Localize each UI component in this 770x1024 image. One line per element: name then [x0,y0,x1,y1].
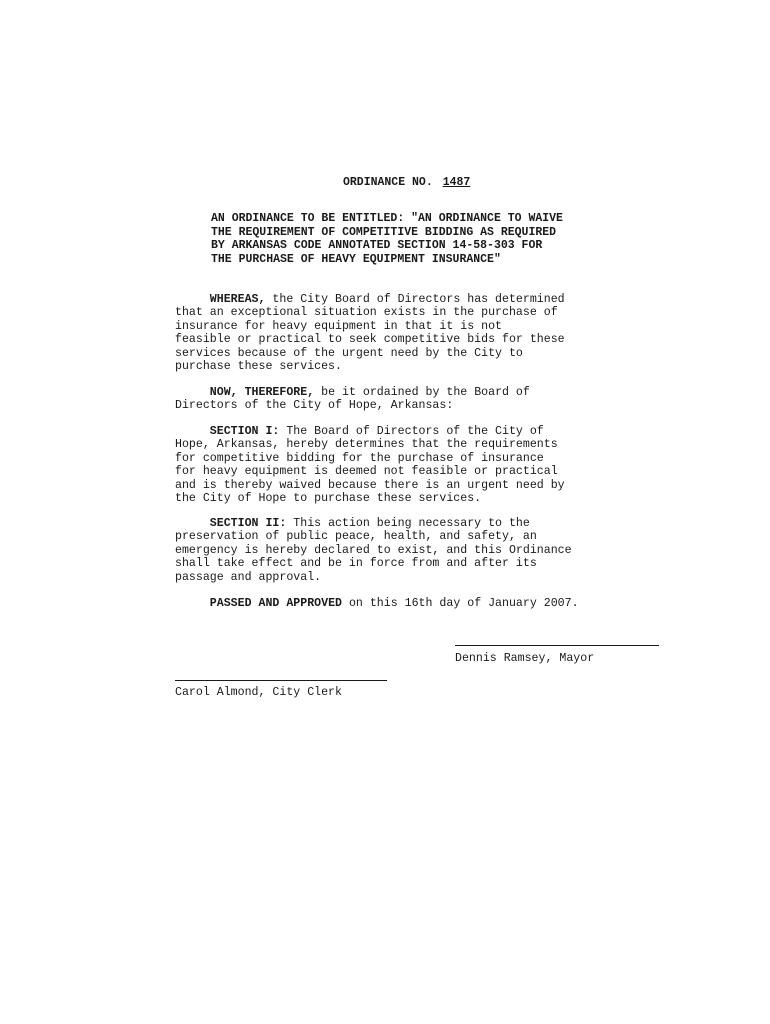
caption-line: THE REQUIREMENT OF COMPETITIVE BIDDING AS REQUIRED [211,225,557,239]
paragraph-line: for heavy equipment is deemed not feasible or practical [175,465,558,479]
paragraph-line: SECTION II: This action being necessary to the [209,517,530,530]
caption-line: BY ARKANSAS CODE ANNOTATED SECTION 14-58-303 FOR [211,239,543,253]
paragraph-line: shall take effect and be in force from and after its [175,557,537,571]
passed-approved-lead: PASSED AND APPROVED [209,597,342,610]
ordinance-title-label: ORDINANCE NO. [343,176,433,189]
paragraph-line: feasible or practical to seek competitive bids for these [175,333,565,347]
section-2-paragraph [175,517,675,584]
clerk-signature-name: Carol Almond, City Clerk [175,686,342,699]
mayor-signature-name: Dennis Ramsey, Mayor [455,652,595,665]
paragraph-line: for competitive bidding for the purchase of insurance [175,451,544,465]
paragraph-line: Directors of the City of Hope, Arkansas: [175,399,454,413]
paragraph-line: passage and approval. [175,570,322,584]
caption-line: THE PURCHASE OF HEAVY EQUIPMENT INSURANCE" [211,252,501,266]
paragraph-line: SECTION I: The Board of Directors of the City of [209,425,544,438]
paragraph-line: Hope, Arkansas, hereby determines that the requirements [175,438,558,452]
ordinance-caption [211,212,651,266]
paragraph-line: insurance for heavy equipment in that it is not [175,319,502,333]
paragraph-line: NOW, THEREFORE, be it ordained by the Board of [209,386,530,399]
paragraph-line: purchase these services. [175,360,342,374]
ordinance-title [343,176,470,189]
paragraph-line: emergency is hereby declared to exist, and this Ordinance [175,543,572,557]
passed-approved-paragraph [175,597,675,610]
paragraph-line: and is thereby waived because there is an urgent need by [175,478,565,492]
paragraph-line: the City of Hope to purchase these services. [175,492,482,506]
whereas-lead: WHEREAS, [209,293,266,306]
paragraph-line: WHEREAS, the City Board of Directors has determined [209,293,565,306]
section-1-paragraph [175,425,675,505]
paragraph-line: that an exceptional situation exists in the purchase of [175,306,558,320]
section-2-lead: SECTION II: [209,517,287,530]
now-therefore-paragraph [175,386,675,413]
paragraph-line: services because of the urgent need by the City to [175,346,523,360]
ordinance-number: 1487 [442,176,471,189]
whereas-paragraph [175,293,675,373]
paragraph-line: PASSED AND APPROVED on this 16th day of January 2007. [209,597,579,610]
now-therefore-lead: NOW, THEREFORE, [209,386,315,399]
mayor-signature-line [455,645,659,646]
section-1-lead: SECTION I: [209,425,280,438]
clerk-signature-line [175,680,387,681]
paragraph-line: preservation of public peace, health, and safety, an [175,530,537,544]
caption-line: AN ORDINANCE TO BE ENTITLED: "AN ORDINANCE TO WAIVE [211,212,563,225]
